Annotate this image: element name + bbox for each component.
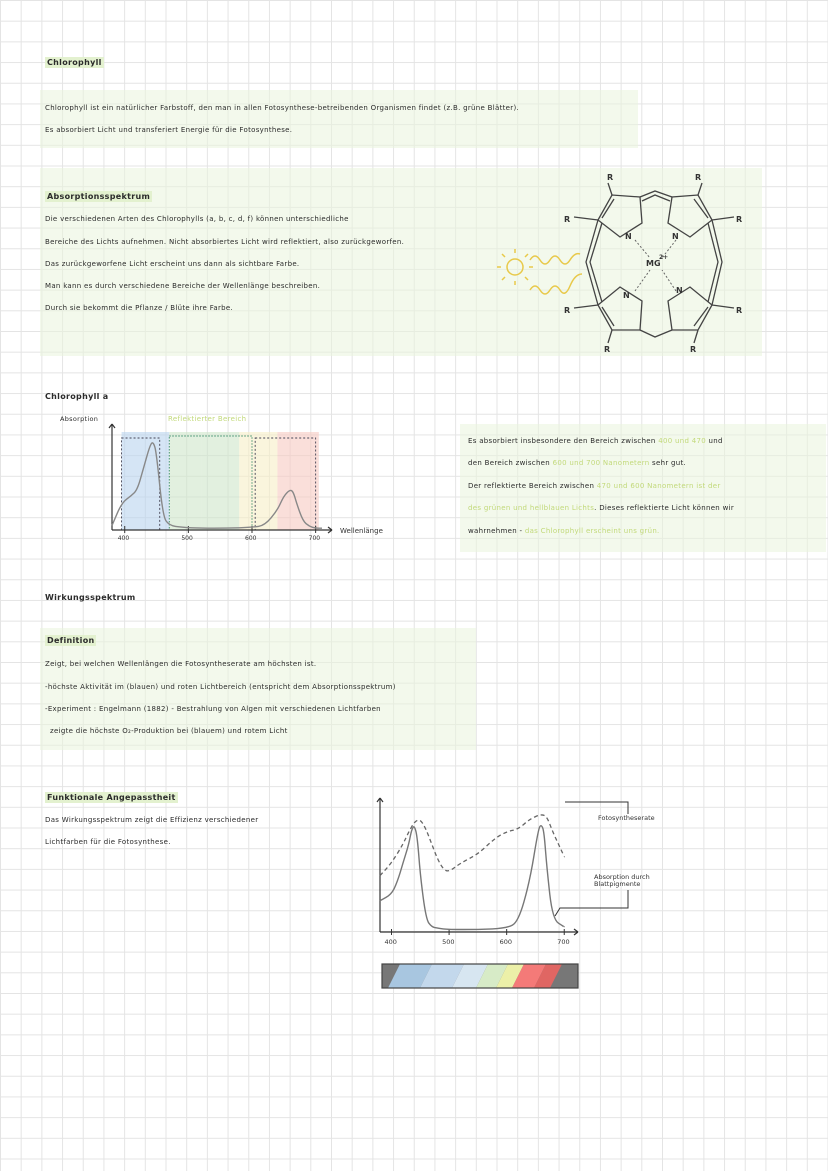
absorption-line-1: Die verschiedenen Arten des Chlorophylls (a, b, c, d, f) können unterschiedliche [45, 215, 349, 223]
chl-a-desc-line-1: Es absorbiert insbesondere den Bereich zwischen 400 und 470 und [468, 437, 723, 445]
x-tick-label: 500 [442, 938, 455, 946]
n-label: N [676, 286, 683, 295]
pigment-absorption-curve [380, 826, 564, 930]
x-tick-label: 700 [308, 535, 321, 542]
absorption-leader-line [555, 890, 628, 916]
absorption-label-1: Absorption durch [594, 873, 650, 881]
wirkung-title: Wirkungsspektrum [45, 593, 136, 602]
definition-title: Definition [47, 636, 95, 645]
chl-a-desc-line-2: den Bereich zwischen 600 und 700 Nanometern sehr gut. [468, 459, 687, 467]
chl-a-desc-line-5: wahrnehmen - das Chlorophyll erscheint uns grün. [468, 527, 660, 535]
chl-a-x-axis-label: Wellenlänge [340, 527, 383, 535]
n-label: N [623, 291, 630, 300]
chl-a-chart [100, 420, 400, 550]
rate-label: Fotosyntheserate [598, 814, 655, 822]
light-spectrum-bar [382, 964, 578, 988]
r-label: R [736, 306, 743, 315]
x-tick-label: 400 [117, 535, 130, 542]
x-tick-label: 600 [499, 938, 513, 946]
chlorophyll-line-1: Chlorophyll ist ein natürlicher Farbstoff, den man in allen Fotosynthese-betreibenden Organismen findet (z.B. grüne Blätter). [45, 104, 520, 112]
absorption-line-4: Man kann es durch verschiedene Bereiche der Wellenlänge beschreiben. [45, 282, 321, 290]
x-tick-label: 400 [384, 938, 397, 946]
x-tick-label: 500 [181, 535, 193, 542]
mg-charge: 2+ [659, 254, 669, 261]
spectrum-band [201, 432, 239, 530]
x-tick-label: 600 [245, 535, 257, 542]
funktional-line-2: Lichtfarben für die Fotosynthese. [45, 838, 171, 846]
chl-a-title: Chlorophyll a [45, 392, 109, 401]
r-label: R [604, 345, 611, 354]
mg-label: MG [646, 259, 661, 268]
funktional-title: Funktionale Angepasstheit [47, 793, 176, 802]
light-wave-icon [530, 274, 582, 294]
chlorophyll-molecule-diagram [490, 165, 750, 360]
r-label: R [736, 215, 743, 224]
r-label: R [564, 306, 571, 315]
spectrum-band [122, 432, 170, 530]
wirkung-line-1: Zeigt, bei welchen Wellenlängen die Fotosyntheserate am höchsten ist. [45, 660, 317, 668]
absorption-line-3: Das zurückgeworfene Licht erscheint uns dann als sichtbare Farbe. [45, 260, 300, 268]
wirkung-line-2: -höchste Aktivität im (blauen) und roten Lichtbereich (entspricht dem Absorptionsspektrum) [45, 683, 396, 691]
absorption-title: Absorptionsspektrum [47, 192, 151, 201]
chl-a-desc-line-4: des grünen und hellblauen Lichts. Dieses reflektierte Licht können wir [468, 504, 735, 512]
chlorophyll-panel [40, 90, 638, 148]
spectrum-band [169, 432, 201, 530]
n-label: N [625, 232, 632, 241]
action-spectrum-chart [370, 790, 700, 995]
r-label: R [607, 173, 614, 182]
absorption-line-2: Bereiche des Lichts aufnehmen. Nicht absorbiertes Licht wird reflektiert, also zurückgeworfen. [45, 238, 405, 246]
chlorophyll-title: Chlorophyll [47, 58, 102, 67]
sun-icon [497, 249, 533, 285]
funktional-line-1: Das Wirkungsspektrum zeigt die Effizienz verschiedener [45, 816, 259, 824]
reflected-range-label: Reflektierter Bereich [168, 415, 247, 423]
chl-a-desc-line-3: Der reflektierte Bereich zwischen 470 und 600 Nanometern ist der [468, 482, 721, 490]
absorption-line-5: Durch sie bekommt die Pflanze / Blüte ihre Farbe. [45, 304, 234, 312]
r-label: R [564, 215, 571, 224]
wirkung-line-3: -Experiment : Engelmann (1882) - Bestrahlung von Algen mit verschiedenen Lichtfarben [45, 705, 381, 713]
wirkung-line-4: zeigte die höchste O₂-Produktion bei (blauem) und rotem Licht [50, 727, 288, 735]
spectrum-band [277, 432, 318, 530]
r-label: R [690, 345, 697, 354]
x-tick-label: 700 [557, 938, 570, 946]
rate-leader-line [565, 802, 628, 814]
light-wave-icon [530, 254, 580, 264]
r-label: R [695, 173, 702, 182]
chl-a-y-axis-label: Absorption [60, 415, 99, 423]
n-label: N [672, 232, 679, 241]
absorption-label-2: Blattpigmente [594, 880, 641, 888]
spectrum-band [239, 432, 277, 530]
chlorophyll-line-2: Es absorbiert Licht und transferiert Energie für die Fotosynthese. [45, 126, 293, 134]
